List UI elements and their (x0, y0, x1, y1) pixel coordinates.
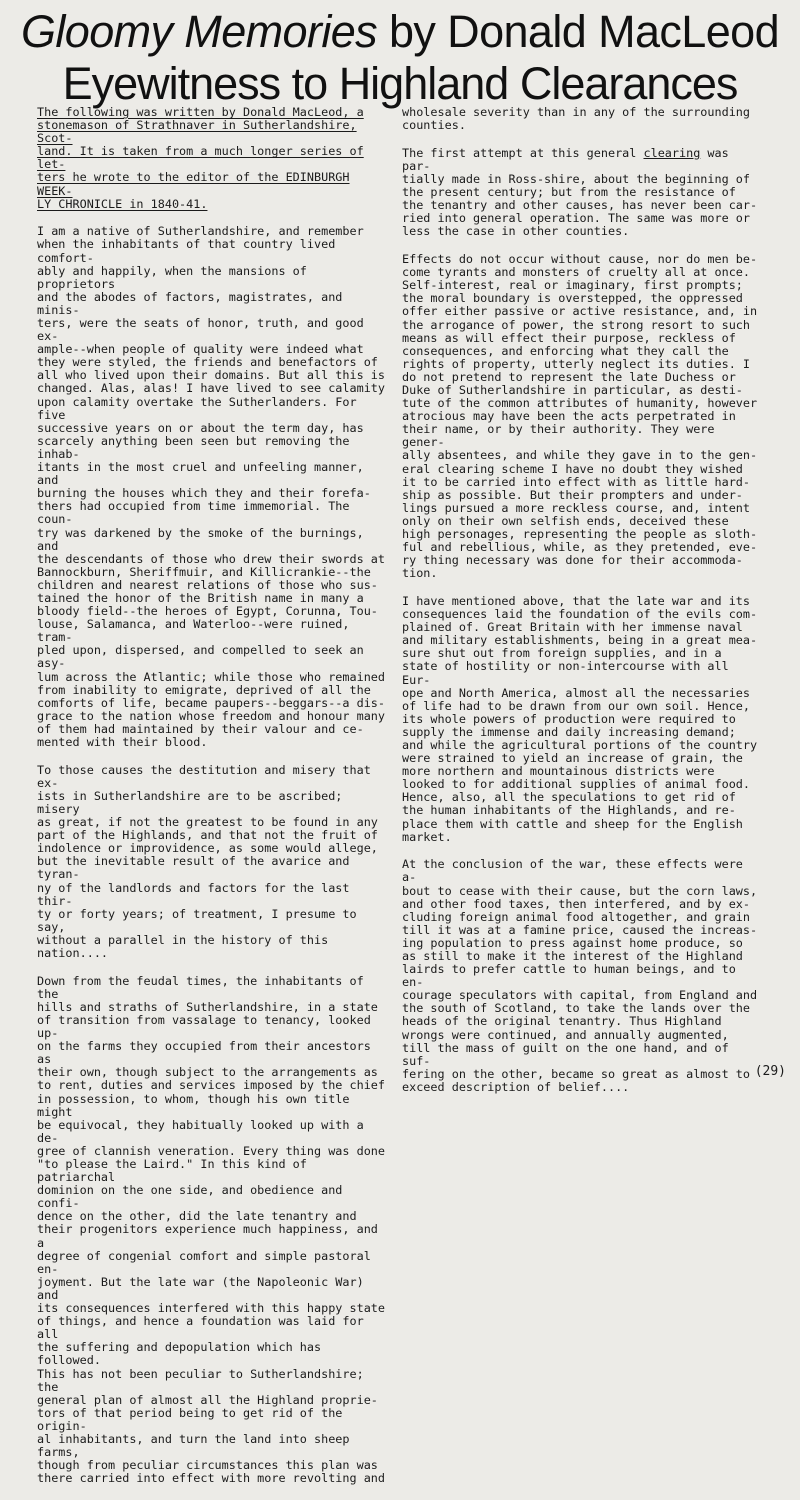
right-column (402, 106, 764, 1109)
headline-line-1 (0, 8, 800, 56)
underlined-word: clearing (643, 145, 701, 160)
text-fragment: was par- tially made in Ross-shire, about the beginning of the present century; but from the resistance of the tenantry and other causes, has never been car- ried into general operation. The same was more or less the case in other counties. (402, 145, 758, 239)
body-paragraph: Effects do not occur without cause, nor do men be- come tyrants and monsters of cruelty all at once. Self-interest, real or imaginary, first prompts; the moral boundary is overstepped, the oppressed offer either passive or active resistance, and, in the arrogance of power, the strong resort to such means as will effect their purpose, reckless of consequences, and enforcing what they call the rights of property, utterly neglect its duties. I do not pretend to represent the late Duchess or Duke of Sutherlandshire in particular, as desti- tute of the common attributes of humanity, however atrocious may have been the acts perpetrated in their name, or by their authority. They were gener- ally absentees, and while they gave in to the gen- eral clearing scheme I have no doubt they wished it to be carried into effect with as little hard- ship as possible. But their prompters and under- lings pursued a more reckless course, and, intent only on their own selfish ends, deceived these high personages, representing the people as sloth- ful and rebellious, while, as they pretended, eve- ry thing necessary was done for their accommoda- tion. (402, 252, 758, 581)
page-number: (29) (754, 1064, 786, 1079)
headline-title-italic: Gloomy Memories (20, 6, 378, 57)
text-fragment: The first attempt at this general (402, 145, 644, 160)
article-headline (0, 8, 800, 108)
body-paragraph: wholesale severity than in any of the surrounding counties. (402, 105, 751, 133)
headline-subtitle: Eyewitness to Highland Clearances (62, 58, 738, 109)
left-column (37, 106, 385, 1500)
body-paragraph: Down from the feudal times, the inhabitants of the hills and straths of Sutherlandshire, in a state of transition from vassalage to tenancy, looked up- on the farms they occupied from their ancestors as their own, though subject to the arrangements as to rent, duties and services imposed by the chief in possession, to whom, though his own title might be equivocal, they habitually looked up with a de- gree of clannish veneration. Every thing was done "to please the Laird." In this kind of patriarchal dominion on the one side, and obedience and confi- dence on the other, did the late tenantry and their progenitors experience much happiness, and a degree of congenial comfort and simple pastoral en- joyment. But the late war (the Napoleonic War) and its consequences interfered with this happy state of things, and hence a foundation was laid for all the suffering and depopulation which has followed. This has not been peculiar to Sutherlandshire; the general plan of almost all the Highland proprie- tors of that period being to get rid of the origin- al inhabitants, and turn the land into sheep farms, though from peculiar circumstances this plan was there carried into effect with more revolting and (37, 973, 386, 1486)
body-paragraph-clearing (402, 147, 764, 239)
headline-byline: by Donald MacLeod (377, 6, 780, 57)
body-paragraph: I have mentioned above, that the late war and its consequences laid the foundation of the evils com- plained of. Great Britain with her immense naval and military establishments, being in a great mea- sure shut out from foreign supplies, and in a state of hostility or non-intercourse with all Eur- ope and North America, almost all the necessaries of life had to be drawn from our own soil. Hence, its whole powers of production were required to supply the immense and daily increasing demand; and while the agricultural portions of the country were strained to yield an increase of grain, the more northern and mountainous districts were looked to for additional supplies of animal food. Hence, also, all the speculations to get rid of the human inhabitants of the Highlands, and re- place them with cattle and sheep for the English market. (402, 593, 758, 844)
body-paragraph: To those causes the destitution and misery that ex- ists in Sutherlandshire are to be ascribed; misery as great, if not the greatest to be found in any part of the Highlands, and that not the fruit of indolence or improvidence, as some would allege, but the inevitable result of the avarice and tyran- ny of the landlords and factors for the last thir- ty or forty years; of treatment, I presume to say, without a parallel in the history of this nation.... (37, 762, 378, 960)
body-paragraph: I am a native of Sutherlandshire, and remember when the inhabitants of that country lived comfort- ably and happily, when the mansions of proprietors and the abodes of factors, magistrates, and minis- ters, were the seats of honor, truth, and good ex- ample--when people of quality were indeed what they were styled, the friends and benefactors of all who lived upon their domains. But all this is changed. Alas, alas! I have lived to see calamity upon calamity overtake the Sutherlanders. For five successive years on or about the term day, has scarcely anything been seen but removing the inhab- itants in the most cruel and unfeeling manner, and burning the houses which they and their forefa- thers had occupied from time immemorial. The coun- try was darkened by the smoke of the burnings, and the descendants of those who drew their swords at Bannockburn, Sheriffmuir, and Killicrankie--the children and nearest relations of those who sus- tained the honor of the British name in many a bloody field--the heroes of Egypt, Corunna, Tou- louse, Salamanca, and Waterloo--were ruined, tram- pled upon, dispersed, and compelled to seek an asy- lum across the Atlantic; while those who remained from inability to emigrate, deprived of all the comforts of life, became paupers--beggars--a dis- grace to the nation whose freedom and honour many of them had maintained by their valour and ce- mented with their blood. (37, 224, 386, 749)
body-paragraph: At the conclusion of the war, these effects were a- bout to cease with their cause, but the corn laws, and other food taxes, then interfered, and by ex- cluding foreign animal food altogether, and grain till it was at a famine price, caused the increas- ing population to press against home produce, so as still to make it the interest of the Highland lairds to prefer cattle to human beings, and to en- courage speculators with capital, from England and the south of Scotland, to take the lands over the heads of the original tenantry. Thus Highland wrongs were continued, and annually augmented, till the mass of guilt on the one hand, and of suf- fering on the other, became so great as almost to exceed description of belief.... (402, 857, 758, 1094)
intro-paragraph: The following was written by Donald MacLeod, a stonemason of Strathnaver in Sutherlandshire, Scot- land. It is taken from a much longer series of let- ters he wrote to the editor of the EDINBURGH WEEK- LY CHRONICLE in 1840-41. (37, 105, 364, 211)
